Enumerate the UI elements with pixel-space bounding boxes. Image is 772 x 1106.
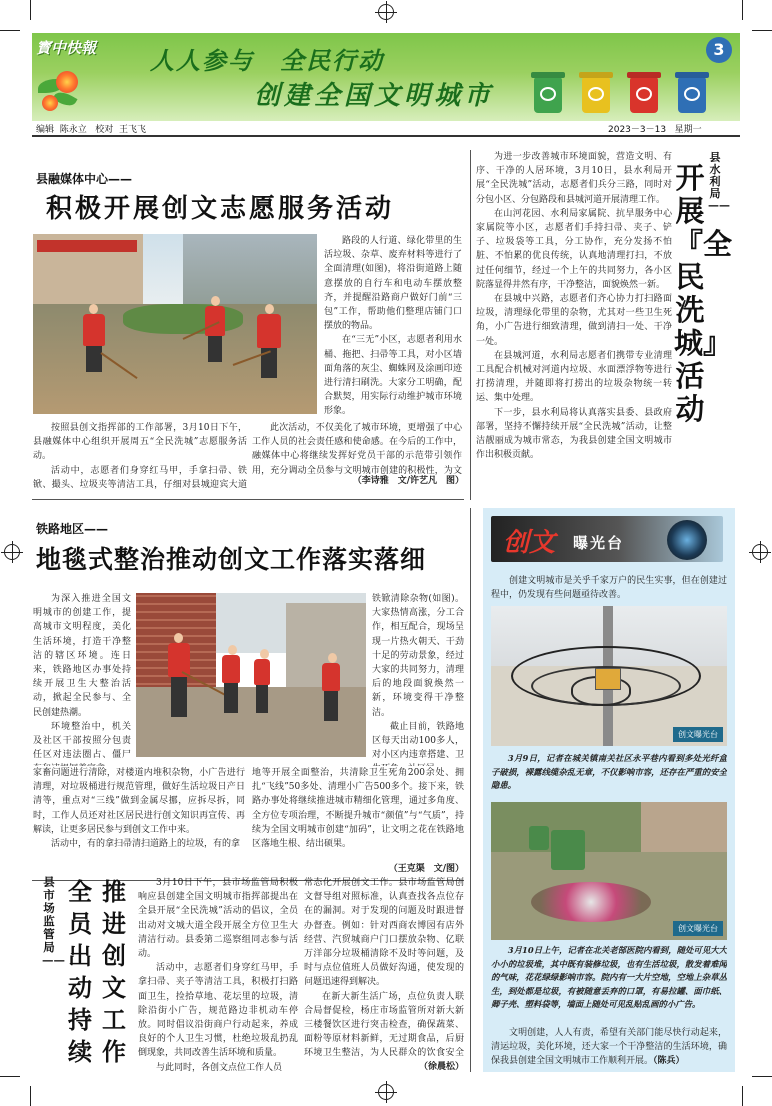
paragraph: 按照县创文指挥部的工作部署，3月10日下午，县融媒体中心组织开展周五“全民洗城”志愿服务活动。 <box>33 423 247 462</box>
paragraph: 常态化开展创文工作。县市场监管局创文督导组对照标准，认真查找各点位存在的漏洞。对于发现的问题及时跟进督办督查。例如：针对西商农博园有店外经营、汽贸城商户门口摆放杂物、亿联万洋部分垃圾桶清除不及时等问题，及时与点位值班人员做好沟通，使发现的问题迅速得到解决。 <box>304 878 464 988</box>
exposure-banner-subtitle: 曝光台 <box>573 534 625 552</box>
exposure-banner <box>491 516 723 562</box>
divider <box>470 508 471 1072</box>
trash-bin-icon <box>678 77 706 113</box>
masthead-banner <box>32 33 740 121</box>
paragraph: 在县城中兴路，志愿者们齐心协力打扫路面垃圾，清理绿化带里的杂物，尤其对一些卫生死角，小广告进行细致清理，做到清扫一处、干净一处。 <box>476 294 672 347</box>
registration-mark-left <box>4 544 20 560</box>
paragraph: 3月9日，记者在城关镇南关社区永平巷内看到多处光纤盒子破损，裸露线缆杂乱无章，不仅影响市容，还存在严重的安全隐患。 <box>491 753 727 791</box>
paragraph: 3月10日上午，记者在北关老郜医院内看到，随处可见大大小小的垃圾堆，其中既有装修垃圾，也有生活垃圾，散发着难闻的气味，花花绿绿影响市容。院内有一大片空地，空地上杂草丛生，到处都是垃圾，有被随意丢弃的口罩，有易拉罐、面巾纸、卿子壳、塑料袋等，墙面上随处可见乱贴乱画的小广告。 <box>491 945 727 1010</box>
exposure-photo-1 <box>491 606 727 746</box>
paragraph: 为深入推进全国文明城市的创建工作，提高城市文明程度，美化生活环境，打造干净整洁的辖区环境。连日来，铁路地区办事处持续开展卫生大整治活动，掀起全民参与、全民创建热潮。 <box>33 594 131 718</box>
page-number-badge <box>706 37 732 63</box>
date-line: 2023－3－13 星期一 <box>608 125 702 135</box>
page-number: 3 <box>713 40 725 59</box>
paragraph: 下一步，县水利局将认真落实县委、县政府部署，坚持不懈持续开展“全民洗城”活动，让整洁靓丽成为城市常态，为我县创建全国文明城市作出积极贡献。 <box>476 407 672 461</box>
exposure-banner-title: 创文 <box>503 528 556 558</box>
editor-line: 编辑 陈永立 校对 王飞飞 <box>36 125 147 135</box>
registration-mark-right <box>752 544 768 560</box>
exposure-photo-tag <box>673 727 723 742</box>
side-vertical-title: 开展『全民洗城』活动 <box>674 161 733 426</box>
paragraph: 铁锨清除杂物(如图)。大家热情高涨，分工合作，相互配合，现场呈现一片热火朝天、干劲十足的劳动景象，经过大家的共同努力，清理后的地段面貌焕然一新，环境变得干净整洁。 <box>372 594 464 718</box>
paragraph: 在“三无”小区，志愿者利用水桶、拖把、扫帚等工具，对小区墙面角落的灰尘、蜘蛛网及涂画印迹进行清扫刷洗。大家分工明确，配合默契，用实际行动维护城市环境形象。 <box>324 335 462 417</box>
photo-tag-text: 创文曝光台 <box>678 924 718 933</box>
paragraph <box>491 1026 727 1069</box>
paragraph: 路段的人行道、绿化带里的生活垃圾、杂草、废弃材料等进行了全面清理(如图)，将沿街道路上随意摆放的自行车和电动车摆放整齐，并提醒沿路商户做好门前“三包”工作，帮助他们整理店铺门口摆放的物品。 <box>324 236 462 332</box>
article1-col-left <box>33 421 247 491</box>
paragraph: 在县城河道，水利局志愿者们携带专业清理工具配合机械对河道内垃圾、水面漂浮物等进行打捞清理，并随即将打捞出的垃圾杂物统一转运、集中处理。 <box>476 350 672 404</box>
exposure-panel <box>483 508 735 1072</box>
exposure-credit: （陈兵） <box>653 1056 685 1067</box>
divider <box>470 150 471 500</box>
registration-mark-bottom <box>378 1084 394 1100</box>
exposure-caption-2 <box>491 944 727 1028</box>
article2-wide-left <box>33 766 245 878</box>
registration-mark-top <box>378 4 394 20</box>
article1-photo <box>33 234 317 414</box>
paragraph: 此次活动，不仅美化了城市环境，更增强了中心工作人员的社会责任感和使命感。在今后的工作中，融媒体中心将继续发挥好党员干部的示范带引领作用，充分调动全员参与文明城市创建的积极性，为文 <box>252 423 462 476</box>
exposure-caption-1 <box>491 752 727 796</box>
flower-decoration <box>56 71 78 93</box>
paragraph: 家畜问题进行清除，对楼道内堆积杂物，小广告进行清理，对垃圾桶进行规范管理，做好生活垃圾日产日清等，重点对“三线”做到金属尽挪，应拆尽拆，同时，工作人员还对社区居民进行创文知识再宣传、再解读，让更多居民参与到创文工作中来。 <box>33 768 245 835</box>
camera-lens-icon <box>667 520 707 560</box>
paragraph: 地等开展全面整治，共清除卫生死角200余处、拥扎“飞线”50多处、清理小广告500多个。接下来，铁路办事处将继续推进城市精细化管理，通过多角度、全方位专项治理，不断提升城市“颜值”与“气质”，持续为全国文明城市创建“加码”，让文明之花在铁路地区落地生根、结出硕果。 <box>252 768 464 850</box>
article3-col2 <box>304 876 464 1062</box>
article2-credit: （王克渠 文/图） <box>388 864 464 874</box>
exposure-intro <box>491 574 727 604</box>
article3-vertical-title-col2: 全员出动持续 <box>68 877 92 1066</box>
article1-col-mid <box>252 421 462 479</box>
article3-col1 <box>138 876 298 1072</box>
photo-tag-text: 创文曝光台 <box>678 730 718 739</box>
exposure-photo-2 <box>491 802 727 940</box>
paragraph: 活动中，志愿者们身穿红马甲，手拿扫帚、夹子等清洁工具，积极打扫路面卫生，捡拾草地、花坛里的垃圾，清除沿街小广告，规范路边非机动车停放。同时倡议沿街商户行动起来，养成良好的个人卫生习惯，杜绝垃圾乱扔乱倒现象，共同改善生活环境和质量。 <box>138 963 298 1059</box>
paragraph: 活动中，志愿者们身穿红马甲，手拿扫帚、铁锨、撮头、垃圾夹等清洁工具，仔细对县城迎宾大道 <box>33 465 247 490</box>
crop-mark <box>30 1086 31 1106</box>
article1-title: 积极开展创文志愿服务活动 <box>46 194 395 224</box>
crop-mark <box>30 0 31 20</box>
article3-vertical-kicker: 县市场监管局—— <box>42 875 65 967</box>
paragraph: 截止目前，铁路地区每天出动100多人，对小区内违章搭建、卫 <box>372 721 464 761</box>
crop-mark <box>742 0 743 20</box>
paragraph: 在新大新生活广场，点位负责人联合局督促检，杨庄市场监管所对新大新三楼餐饮区进行突击检查，确保蔬菜、面粉等原材料新鲜，无过期食品，后厨环境卫生整洁，为人民群众的饮食安全 <box>304 991 464 1059</box>
article2-col-left <box>33 592 131 766</box>
crop-mark <box>742 1086 743 1106</box>
paragraph: 为进一步改善城市环境面貌，营造文明、有序、干净的人居环境，3月10日，县水利局开展“全民洗城”活动，志愿者们兵分三路，同时对分包小区、分包路段和县城河道开展清理工作。 <box>476 152 672 205</box>
side-vertical-kicker: 县水利局—— <box>708 151 730 212</box>
side-article-text <box>476 150 672 490</box>
article2-photo <box>136 593 366 757</box>
logo-text: 寳中快報 <box>36 39 97 57</box>
article2-kicker: 铁路地区—— <box>36 522 109 536</box>
paragraph: 在山河花园、水利局家属院、抗旱服务中心家属院等小区，志愿者们手持扫帚、夹子、铲子、垃圾袋等工具，分工协作，充分发扬不怕脏、不怕累的优良传统，认真地清理打扫，不放过任何细节，经过一个上午的共同努力，各小区院落显得井然有序，干净整洁，面貌焕然一新。 <box>476 208 672 290</box>
divider <box>32 499 464 500</box>
article1-col-right <box>324 234 462 420</box>
exposure-photo-tag <box>673 921 723 936</box>
trash-bin-icon <box>582 77 610 113</box>
crop-mark <box>752 30 772 31</box>
closing-text: 文明创建，人人有责，希望有关部门能尽快行动起来，清运垃圾，美化环境，还大家一个干净整洁的生活环境，确保我县创建全国文明城市工作顺利开展。 <box>491 1028 727 1067</box>
slogan-line-1: 人人参与 全民行动 <box>150 46 384 75</box>
exposure-closing <box>491 1026 727 1070</box>
article1-kicker: 县融媒体中心—— <box>36 172 133 186</box>
recycle-bin-icon <box>534 77 562 113</box>
flower-decoration <box>42 95 58 111</box>
paragraph: 环境整治中，机关及社区干部按照分包责任区对违法圈占、僵尸 <box>33 721 131 761</box>
paragraph: 3月10日下午，县市场监管局积极响应县创建全国文明城市指挥部提出在全县开展“全民洗城”活动的倡议，全员出动对文城大道全段开展全方位卫生大清洁行动。县委第二巡察组同志参与活动。 <box>138 878 298 960</box>
crop-mark <box>0 1076 20 1077</box>
trash-bin-icon <box>630 77 658 113</box>
paragraph: 活动中，有的拿扫帚清扫道路上的垃圾，有的拿 <box>51 839 241 850</box>
crop-mark <box>0 30 20 31</box>
article1-credit: （李诗雅 文/许艺凡 图） <box>352 476 464 486</box>
paragraph: 与此同时，各创文点位工作人员 <box>156 1062 283 1072</box>
article3-credit: （徐晨松） <box>418 1062 464 1072</box>
article3-vertical-title-col1: 推进创文工作 <box>102 877 126 1066</box>
crop-mark <box>752 1076 772 1077</box>
article2-col-right <box>372 592 464 766</box>
slogan-line-2: 创建全国文明城市 <box>254 81 495 111</box>
article2-title: 地毯式整治推动创文工作落实落细 <box>36 545 427 574</box>
paragraph: 创建文明城市是关乎千家万户的民生实事，但在创建过程中，仍发现有些问题亟待改善。 <box>491 576 727 601</box>
header-rule <box>32 135 740 137</box>
